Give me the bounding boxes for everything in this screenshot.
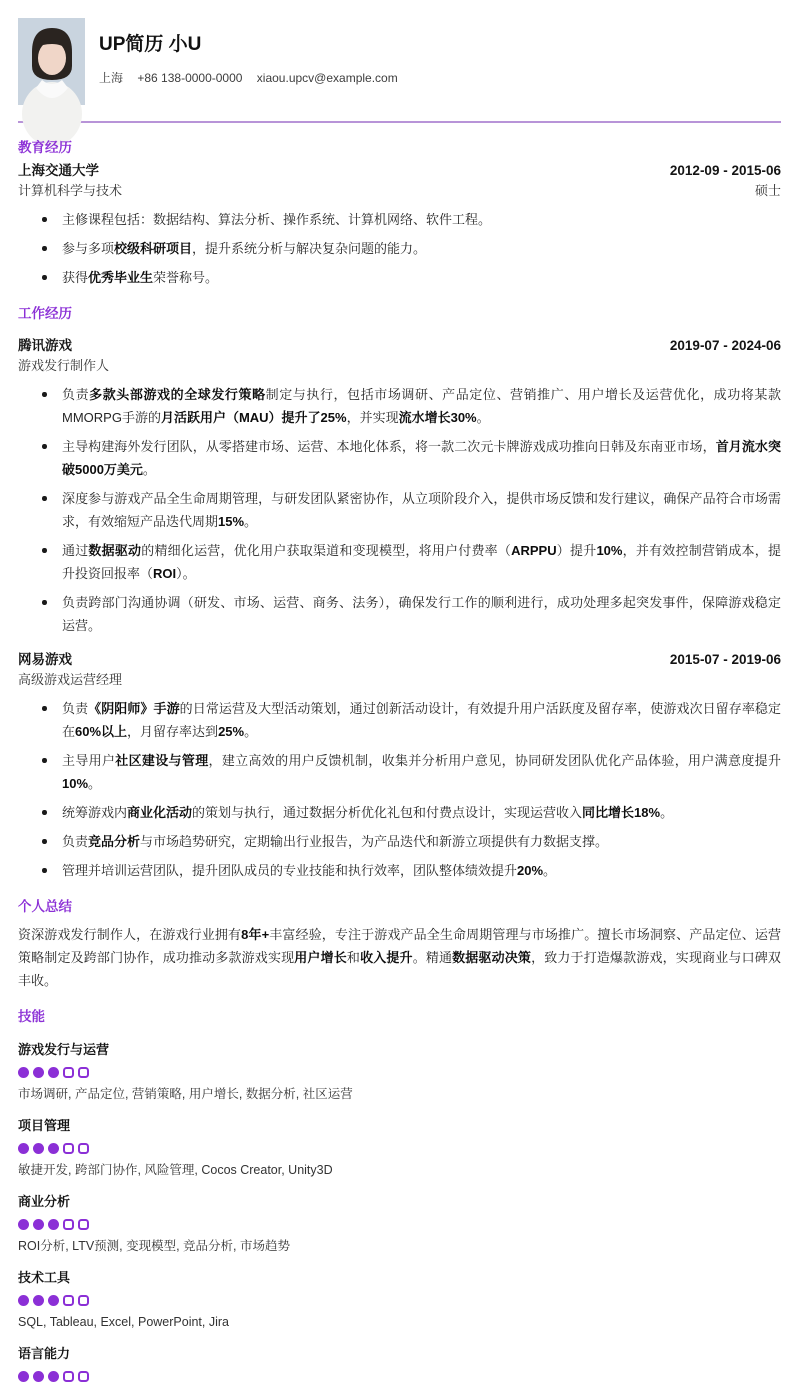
skill-level-dots bbox=[18, 1143, 781, 1154]
bold-run: 首月流水突破5000万美元 bbox=[62, 439, 781, 477]
skill-item bbox=[18, 1345, 781, 1382]
skill-dot-filled bbox=[33, 1219, 44, 1230]
bullet-item bbox=[18, 591, 781, 637]
text-run: ）提升 bbox=[556, 543, 597, 558]
text-run: 参与多项 bbox=[62, 241, 115, 256]
skill-level-dots bbox=[18, 1295, 781, 1306]
text-run: 负责 bbox=[62, 387, 90, 402]
summary-heading: 个人总结 bbox=[18, 899, 72, 914]
bullet-item bbox=[18, 697, 781, 743]
contact-line bbox=[99, 70, 409, 86]
bold-run: 同比增长18% bbox=[582, 805, 661, 820]
job-bullets bbox=[18, 697, 781, 882]
text-run: ，月留存率达到 bbox=[127, 724, 219, 739]
work-entries bbox=[18, 335, 781, 882]
education-date: 2012-09 - 2015-06 bbox=[669, 163, 781, 178]
skill-dot-filled bbox=[33, 1143, 44, 1154]
summary-paragraph bbox=[18, 923, 781, 992]
text-run: 。 bbox=[88, 776, 102, 791]
skill-dot-empty bbox=[63, 1219, 74, 1230]
skill-dot-empty bbox=[78, 1295, 89, 1306]
skill-list bbox=[18, 1041, 781, 1382]
bullet-item bbox=[18, 749, 781, 795]
bold-run: 8年+ bbox=[241, 927, 270, 942]
bold-run: 校级科研项目 bbox=[114, 241, 193, 256]
bold-run: 10% bbox=[62, 776, 89, 791]
bullet-item bbox=[18, 237, 781, 260]
skills-heading: 技能 bbox=[18, 1009, 45, 1024]
text-run: 。 bbox=[142, 462, 156, 477]
skill-dot-filled bbox=[48, 1143, 59, 1154]
company-name: 腾讯游戏 bbox=[18, 338, 72, 353]
text-run: 管理并培训运营团队，提升团队成员的专业技能和执行效率，团队整体绩效提升 bbox=[62, 863, 518, 878]
skill-dot-empty bbox=[63, 1143, 74, 1154]
section-work bbox=[18, 304, 781, 882]
text-run: 的精细化运营，优化用户获取渠道和变现模型，将用户付费率（ bbox=[141, 543, 512, 558]
education-entry-sub bbox=[18, 181, 781, 201]
bullet-item bbox=[18, 435, 781, 481]
bold-run: 收入提升 bbox=[360, 950, 413, 965]
education-heading: 教育经历 bbox=[18, 140, 72, 155]
bold-run: 数据驱动 bbox=[88, 543, 142, 558]
contact-location: 上海 bbox=[99, 71, 124, 85]
contact-email: xiaou.upcv@example.com bbox=[256, 71, 398, 85]
skill-dot-filled bbox=[18, 1143, 29, 1154]
section-summary bbox=[18, 897, 781, 992]
bold-run: ARPPU bbox=[511, 543, 557, 558]
bullet-item bbox=[18, 830, 781, 853]
text-run: 制定与执行，包括市场调研、产品定位、营销推广、用户增长及运营优化，成功将某款MMORPG手游的 bbox=[62, 387, 781, 425]
bold-run: 优秀毕业生 bbox=[88, 270, 154, 285]
skill-name: 项目管理 bbox=[18, 1118, 71, 1133]
bullet-item bbox=[18, 801, 781, 824]
text-run: 通过 bbox=[62, 543, 89, 558]
job-date: 2019-07 - 2024-06 bbox=[669, 338, 781, 353]
text-run: ，并实现 bbox=[346, 410, 399, 425]
bullet-item bbox=[18, 383, 781, 429]
bullet-item bbox=[18, 208, 781, 231]
bold-run: 25% bbox=[218, 724, 245, 739]
skill-level-dots bbox=[18, 1371, 781, 1382]
skill-name: 技术工具 bbox=[18, 1270, 71, 1285]
skill-dot-empty bbox=[63, 1371, 74, 1382]
skill-dot-filled bbox=[48, 1295, 59, 1306]
job-role: 游戏发行制作人 bbox=[18, 358, 110, 373]
job-entry-sub bbox=[18, 670, 781, 690]
skill-dot-empty bbox=[63, 1067, 74, 1078]
skill-dot-filled bbox=[48, 1371, 59, 1382]
text-run: 的日常运营及大型活动策划，通过创新活动设计，有效提升用户活跃度及留存率，使游戏次日留存率稳定在 bbox=[62, 701, 781, 739]
skill-level-dots bbox=[18, 1067, 781, 1078]
skill-dot-filled bbox=[18, 1219, 29, 1230]
bold-run: 20% bbox=[517, 863, 544, 878]
bold-run: 用户增长 bbox=[294, 950, 347, 965]
job-role: 高级游戏运营经理 bbox=[18, 672, 123, 687]
text-run: ，并有效控制营销成本，提升投资回报率（ bbox=[62, 543, 781, 581]
job-entry-head bbox=[18, 649, 781, 670]
text-run: ）。 bbox=[176, 566, 196, 581]
skill-dot-empty bbox=[78, 1219, 89, 1230]
section-education bbox=[18, 138, 781, 289]
text-run: 主导构建海外发行团队，从零搭建市场、运营、本地化体系，将一款二次元卡牌游戏成功推向日韩及东南亚市场， bbox=[62, 439, 716, 454]
skill-dot-filled bbox=[48, 1067, 59, 1078]
text-run: 荣誉称号。 bbox=[153, 270, 219, 285]
bold-run: 月活跃用户（MAU）提升了25% bbox=[160, 410, 347, 425]
company-name: 网易游戏 bbox=[18, 652, 72, 667]
bullet-item bbox=[18, 487, 781, 533]
major-name: 计算机科学与技术 bbox=[18, 183, 123, 198]
bold-run: ROI bbox=[153, 566, 177, 581]
text-run: 。 bbox=[543, 863, 557, 878]
text-run: 获得 bbox=[62, 270, 89, 285]
skill-item bbox=[18, 1269, 781, 1330]
skill-dot-filled bbox=[18, 1371, 29, 1382]
skill-name: 语言能力 bbox=[18, 1346, 71, 1361]
skill-detail: SQL, Tableau, Excel, PowerPoint, Jira bbox=[18, 1315, 229, 1329]
text-run: 负责 bbox=[62, 834, 89, 849]
text-run: 负责跨部门沟通协调（研发、市场、运营、商务、法务），确保发行工作的顺利进行，成功处理多起突发事件，保障游戏稳定运营。 bbox=[62, 595, 781, 633]
skill-item bbox=[18, 1193, 781, 1254]
skill-dot-empty bbox=[63, 1295, 74, 1306]
school-name: 上海交通大学 bbox=[18, 163, 99, 178]
skill-name: 商业分析 bbox=[18, 1194, 71, 1209]
bold-run: 多款头部游戏的全球发行策略 bbox=[89, 387, 266, 402]
job-entry-sub bbox=[18, 356, 781, 376]
text-run: 与市场趋势研究，定期输出行业报告，为产品迭代和新游立项提供有力数据支撑。 bbox=[140, 834, 609, 849]
skill-detail: 市场调研, 产品定位, 营销策略, 用户增长, 数据分析, 社区运营 bbox=[18, 1087, 353, 1101]
skill-dot-filled bbox=[18, 1295, 29, 1306]
skill-dot-empty bbox=[78, 1143, 89, 1154]
degree-name: 硕士 bbox=[754, 183, 781, 198]
text-run: 。 bbox=[476, 410, 490, 425]
text-run: 。 bbox=[244, 514, 258, 529]
skill-item bbox=[18, 1117, 781, 1178]
bullet-item bbox=[18, 539, 781, 585]
skill-name: 游戏发行与运营 bbox=[18, 1042, 110, 1057]
bold-run: 《阴阳师》手游 bbox=[88, 701, 180, 716]
bold-run: 数据驱动决策 bbox=[452, 950, 532, 965]
text-run: 。 bbox=[244, 724, 258, 739]
profile-photo bbox=[18, 18, 85, 105]
resume-header bbox=[18, 0, 781, 105]
text-run: ，致力于打造爆款游戏，实现商业与口碑双丰收。 bbox=[18, 950, 781, 988]
skill-level-dots bbox=[18, 1219, 781, 1230]
text-run: 深度参与游戏产品全生命周期管理，与研发团队紧密协作，从立项阶段介入，提供市场反馈和发行建议，确保产品符合市场需求，有效缩短产品迭代周期 bbox=[62, 491, 781, 529]
skill-dot-empty bbox=[78, 1371, 89, 1382]
text-run: 负责 bbox=[62, 701, 89, 716]
text-run: 丰富经验，专注于游戏产品全生命周期管理与市场推广。擅长市场洞察、产品定位、运营策略制定及跨部门协作，成功推动多款游戏实现 bbox=[18, 927, 781, 965]
job-entry bbox=[18, 649, 781, 882]
skill-detail: ROI分析, LTV预测, 变现模型, 竞品分析, 市场趋势 bbox=[18, 1239, 291, 1253]
job-entry bbox=[18, 335, 781, 637]
skill-dot-filled bbox=[33, 1067, 44, 1078]
bold-run: 竞品分析 bbox=[88, 834, 141, 849]
text-run: 。 bbox=[660, 805, 674, 820]
text-run: ，建立高效的用户反馈机制，收集并分析用户意见，协同研发团队优化产品体验，用户满意度提升 bbox=[208, 753, 781, 768]
skill-dot-empty bbox=[78, 1067, 89, 1078]
skill-dot-filled bbox=[33, 1371, 44, 1382]
bold-run: 流水增长30% bbox=[398, 410, 477, 425]
text-run: 主修课程包括：数据结构、算法分析、操作系统、计算机网络、软件工程。 bbox=[62, 212, 492, 227]
text-run: 。精通 bbox=[412, 950, 453, 965]
contact-phone: +86 138-0000-0000 bbox=[137, 71, 243, 85]
job-entry-head bbox=[18, 335, 781, 356]
identity-block bbox=[99, 18, 409, 105]
skill-dot-filled bbox=[33, 1295, 44, 1306]
bold-run: 60%以上 bbox=[75, 724, 128, 739]
bullet-item bbox=[18, 266, 781, 289]
portrait-illustration bbox=[18, 18, 85, 105]
bullet-item bbox=[18, 859, 781, 882]
header-divider bbox=[18, 121, 781, 123]
job-date: 2015-07 - 2019-06 bbox=[669, 652, 781, 667]
job-bullets bbox=[18, 383, 781, 637]
skill-dot-filled bbox=[18, 1067, 29, 1078]
text-run: 和 bbox=[346, 950, 361, 965]
text-run: ，提升系统分析与解决复杂问题的能力。 bbox=[192, 241, 427, 256]
bold-run: 10% bbox=[596, 543, 623, 558]
education-bullets bbox=[18, 208, 781, 289]
text-run: 统筹游戏内 bbox=[62, 805, 128, 820]
text-run: 主导用户 bbox=[62, 753, 116, 768]
work-heading: 工作经历 bbox=[18, 306, 72, 321]
text-run: 的策划与执行，通过数据分析优化礼包和付费点设计，实现运营收入 bbox=[192, 805, 583, 820]
skill-detail: 敏捷开发, 跨部门协作, 风险管理, Cocos Creator, Unity3D bbox=[18, 1163, 333, 1177]
bold-run: 15% bbox=[218, 514, 245, 529]
section-skills bbox=[18, 1007, 781, 1382]
bold-run: 社区建设与管理 bbox=[115, 753, 209, 768]
bold-run: 商业化活动 bbox=[127, 805, 193, 820]
candidate-name: UP简历 小U bbox=[99, 34, 202, 55]
education-entry-head bbox=[18, 160, 781, 181]
text-run: 资深游戏发行制作人，在游戏行业拥有 bbox=[18, 927, 242, 942]
skill-dot-filled bbox=[48, 1219, 59, 1230]
skill-item bbox=[18, 1041, 781, 1102]
